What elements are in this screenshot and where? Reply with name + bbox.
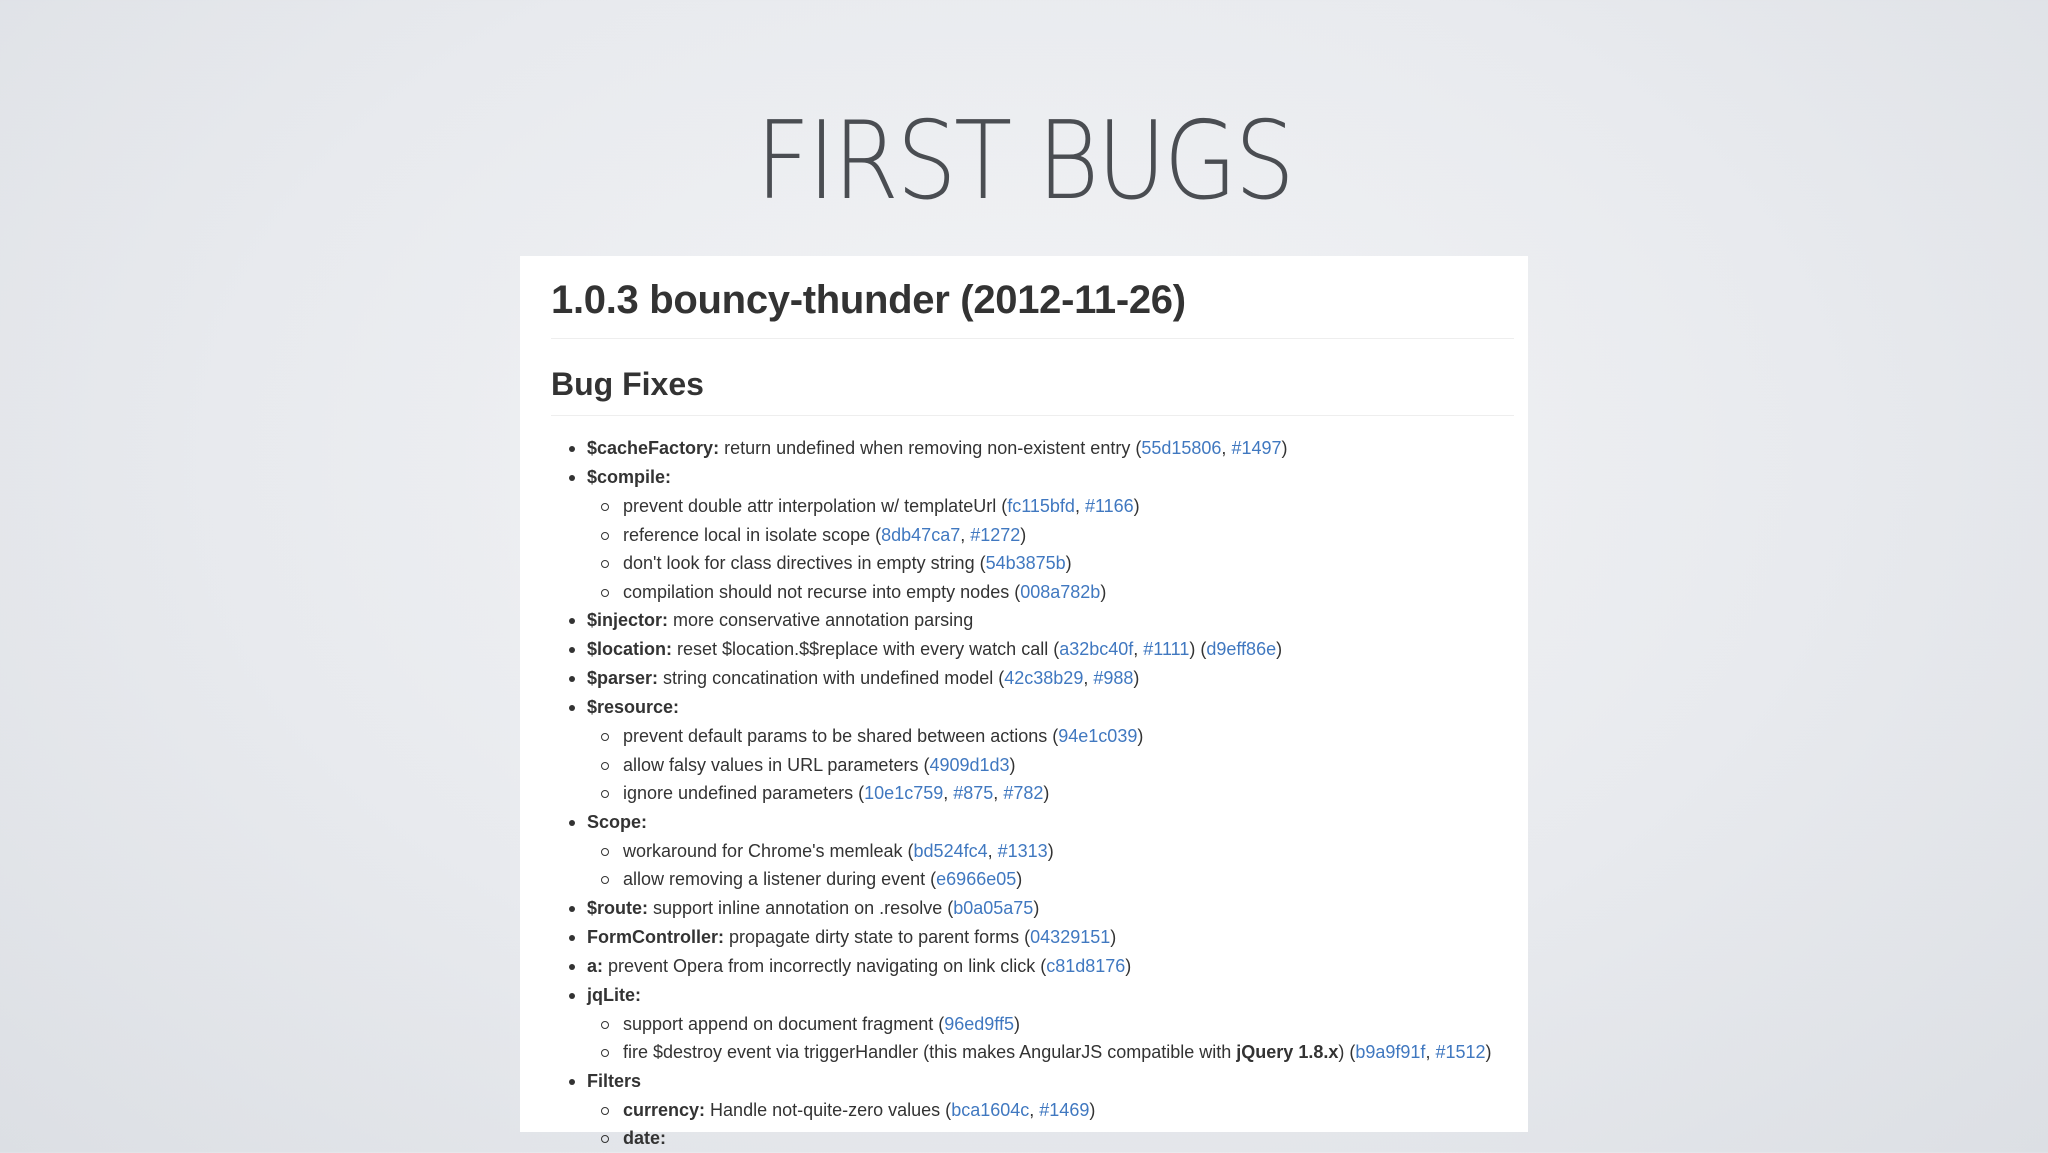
item-text: ) (1020, 524, 1027, 545)
item-text: string concatination with undefined model ( (658, 668, 1005, 689)
issue-link[interactable]: #875 (953, 783, 994, 804)
commit-link[interactable]: 8db47ca7 (881, 524, 961, 545)
commit-link[interactable]: bd524fc4 (913, 840, 988, 861)
item-text: reset $location.$$replace with every watch call ( (672, 639, 1060, 660)
item-text: support append on document fragment ( (623, 1013, 945, 1034)
sub-list (587, 1096, 1514, 1153)
commit-link[interactable]: a32bc40f (1059, 639, 1134, 660)
item-text: ) ( (1189, 639, 1207, 660)
commit-link[interactable]: 42c38b29 (1004, 668, 1084, 689)
sub-list-item (623, 578, 1514, 607)
item-text: ) ( (1338, 1042, 1356, 1063)
item-label: Scope: (587, 811, 648, 832)
sub-list (587, 837, 1514, 894)
sub-list-item: reference local in isolate scope (8db47ca7, #1272) (623, 521, 1514, 550)
item-label: $injector: (587, 610, 669, 631)
commit-link[interactable]: c81d8176 (1046, 955, 1126, 976)
list-item (567, 1067, 1514, 1153)
commit-link[interactable]: 04329151 (1030, 926, 1111, 947)
sub-list (587, 1010, 1514, 1067)
item-text: Handle not-quite-zero values ( (705, 1099, 952, 1120)
item-label: $resource: (587, 697, 680, 718)
item-label: jqLite: (587, 984, 641, 1005)
item-text: ignore undefined parameters ( (623, 783, 865, 804)
item-text: more conservative annotation parsing (668, 610, 974, 631)
sub-list-item (623, 722, 1514, 751)
bug-fix-list (551, 434, 1514, 1153)
item-label: $route: (587, 897, 649, 918)
bug-fixes-heading: Bug Fixes (551, 365, 1514, 416)
issue-link[interactable]: #1111 (1143, 639, 1190, 660)
commit-link[interactable]: e6966e05 (936, 869, 1017, 890)
item-text: ) (1047, 840, 1054, 861)
item-text: prevent default params to be shared between actions ( (623, 726, 1059, 747)
item-text: ) (1089, 1099, 1096, 1120)
commit-link[interactable]: fc115bfd (1007, 496, 1075, 517)
sub-list (587, 722, 1514, 808)
sub-list-item: ignore undefined parameters (10e1c759, #875, #782) (623, 779, 1514, 808)
item-text: don't look for class directives in empty string ( (623, 553, 986, 574)
release-heading: 1.0.3 bouncy-thunder (2012-11-26) (551, 276, 1514, 339)
commit-link[interactable]: 94e1c039 (1058, 726, 1138, 747)
issue-link[interactable]: #1166 (1084, 496, 1134, 517)
item-text: ) (1033, 897, 1040, 918)
commit-link[interactable]: bca1604c (951, 1099, 1030, 1120)
changelog-panel (520, 256, 1528, 1149)
item-text: ) (1137, 726, 1144, 747)
sub-list (587, 492, 1514, 606)
item-text: prevent double attr interpolation w/ templateUrl ( (623, 496, 1008, 517)
sub-list-item: currency: Handle not-quite-zero values (bca1604c, #1469) (623, 1096, 1514, 1125)
issue-link[interactable]: #1469 (1039, 1099, 1090, 1120)
item-label: $cacheFactory: (587, 438, 720, 459)
item-label: a: (587, 955, 604, 976)
item-text: ) (1125, 955, 1132, 976)
item-text: compilation should not recurse into empty nodes ( (623, 581, 1021, 602)
issue-link[interactable]: #988 (1093, 668, 1134, 689)
item-text: ) (1133, 668, 1140, 689)
item-text: allow removing a listener during event ( (623, 869, 937, 890)
list-item (567, 894, 1514, 923)
sub-list-item (623, 1010, 1514, 1039)
item-text: ) (1100, 581, 1107, 602)
issue-link[interactable]: #1512 (1435, 1042, 1486, 1063)
item-label: $parser: (587, 668, 659, 689)
item-text: propagate dirty state to parent forms ( (724, 926, 1031, 947)
sub-list-item (623, 865, 1514, 894)
slide-title: FIRST BUGS (755, 99, 1293, 224)
list-item (567, 693, 1514, 808)
sub-list-item: fire $destroy event via triggerHandler (this makes AngularJS compatible with jQuery 1.8.x) (b9a9f91f, #1512) (623, 1038, 1514, 1067)
issue-link[interactable]: #1272 (970, 524, 1021, 545)
item-label: date: (623, 1128, 667, 1149)
item-text: ) (1013, 1013, 1020, 1034)
item-emphasis: jQuery 1.8.x (1236, 1042, 1339, 1063)
list-item (567, 606, 1514, 635)
commit-link[interactable]: 54b3875b (985, 553, 1066, 574)
issue-link[interactable]: #782 (1003, 783, 1044, 804)
commit-link[interactable]: b9a9f91f (1355, 1042, 1426, 1063)
list-item (567, 981, 1514, 1067)
list-item (567, 952, 1514, 981)
commit-link[interactable]: 10e1c759 (864, 783, 944, 804)
item-text: ) (1110, 926, 1117, 947)
list-item (567, 808, 1514, 894)
sub-list-item: workaround for Chrome's memleak (bd524fc4, #1313) (623, 837, 1514, 866)
commit-link[interactable]: 55d15806 (1141, 438, 1222, 459)
list-item: $cacheFactory: return undefined when removing non-existent entry (55d15806, #1497) (567, 434, 1514, 463)
item-text: ) (1133, 496, 1140, 517)
commit-link[interactable]: b0a05a75 (953, 897, 1034, 918)
item-text: ) (1276, 639, 1283, 660)
item-text: allow falsy values in URL parameters ( (623, 754, 930, 775)
commit-link[interactable]: 4909d1d3 (929, 754, 1010, 775)
issue-link[interactable]: #1313 (997, 840, 1048, 861)
item-label: FormController: (587, 926, 724, 947)
item-label: $compile: (587, 467, 672, 488)
item-text: prevent Opera from incorrectly navigating on link click ( (603, 955, 1047, 976)
item-text: ) (1009, 754, 1016, 775)
sub-list-item: prevent double attr interpolation w/ templateUrl (fc115bfd, #1166) (623, 492, 1514, 521)
item-text: support inline annotation on .resolve ( (648, 897, 954, 918)
item-text: ) (1016, 869, 1023, 890)
sub-list-item (623, 751, 1514, 780)
item-text: workaround for Chrome's memleak ( (623, 840, 914, 861)
commit-link[interactable]: 96ed9ff5 (944, 1013, 1014, 1034)
item-text: ) (1065, 553, 1072, 574)
item-text: reference local in isolate scope ( (623, 524, 882, 545)
item-text: ) (1043, 783, 1050, 804)
item-text: ) (1281, 438, 1288, 459)
item-text: return undefined when removing non-existent entry ( (719, 438, 1142, 459)
sub-list-item (623, 1124, 1514, 1153)
list-item (567, 463, 1514, 606)
list-item (567, 923, 1514, 952)
sub-list-item (623, 549, 1514, 578)
item-label: Filters (587, 1070, 642, 1091)
list-item: $parser: string concatination with undefined model (42c38b29, #988) (567, 664, 1514, 693)
item-text: fire $destroy event via triggerHandler (this makes AngularJS compatible with (623, 1042, 1237, 1063)
issue-link[interactable]: #1497 (1231, 438, 1282, 459)
list-item: $location: reset $location.$$replace with every watch call (a32bc40f, #1111) (d9eff86e) (567, 635, 1514, 664)
item-label: $location: (587, 639, 673, 660)
commit-link[interactable]: 008a782b (1020, 581, 1101, 602)
item-label: currency: (623, 1099, 706, 1120)
item-text: ) (1485, 1042, 1492, 1063)
commit-link[interactable]: d9eff86e (1206, 639, 1277, 660)
